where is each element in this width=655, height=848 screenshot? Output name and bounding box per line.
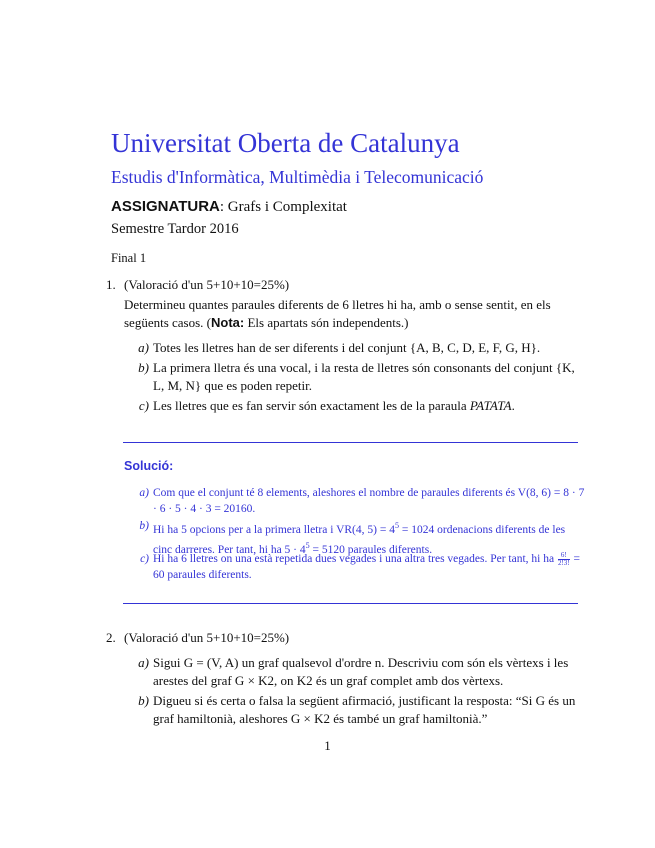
- item-text-part: Les lletres que es fan servir són exactament les de la paraula: [153, 398, 470, 413]
- exponent: 5: [305, 540, 310, 550]
- solution-text: [153, 551, 585, 583]
- solution-text: Com que el conjunt té 8 elements, aleshores el nombre de paraules diferents és V(8, 6) = 8 · 7 · 6 · 5 · 4 · 3 = 20160.: [153, 487, 585, 515]
- item-label: a): [139, 487, 149, 499]
- item-text: Totes les lletres han de ser diferents i del conjunt {A, B, C, D, E, F, G, H}.: [153, 340, 541, 355]
- question-1-intro: [124, 296, 579, 332]
- item-text-end: .: [511, 398, 515, 413]
- item-label: a): [138, 655, 149, 670]
- fraction: [558, 552, 570, 567]
- department-subtitle: Estudis d'Informàtica, Multimèdia i Telecomunicació: [111, 167, 484, 187]
- solution-text-part: Hi ha 5 opcions per a la primera lletra i VR(4, 5) = 4: [153, 523, 395, 536]
- solution-bottom-rule: [123, 603, 578, 604]
- question-1-item-b: [127, 359, 582, 395]
- question-2-item-b: [127, 692, 582, 728]
- item-label: c): [138, 398, 149, 413]
- item-label: c): [140, 553, 149, 565]
- word-patata: PATATA: [469, 398, 512, 413]
- intro-text-end: Els apartats són independents.): [244, 315, 409, 330]
- item-text: Digueu si és certa o falsa la següent afirmació, justificant la resposta: “Si G és un graf hamiltonià, aleshores G × K2 és també un graf hamiltonià.”: [153, 693, 576, 726]
- item-label: b): [138, 693, 149, 708]
- intro-text: Determineu quantes paraules diferents de 6 lletres hi ha, amb o sense sentit, en els següents casos. (: [124, 297, 551, 330]
- question-1-item-c: [127, 397, 582, 415]
- exam-label: Final 1: [111, 251, 147, 265]
- university-title: Universitat Oberta de Catalunya: [111, 128, 460, 158]
- exponent: 5: [394, 521, 399, 530]
- question-2-header: [106, 630, 289, 646]
- solution-item-c: [127, 551, 587, 583]
- item-text: La primera lletra és una vocal, i la resta de lletres són consonants del conjunt {K, L, M, N} que es poden repetir.: [153, 360, 575, 393]
- question-1-header: [106, 277, 289, 293]
- subject-label: ASSIGNATURA: [111, 198, 220, 215]
- subject-value: : Grafs i Complexitat: [219, 199, 347, 215]
- question-1-item-a: [127, 339, 582, 357]
- item-label: b): [138, 360, 149, 375]
- item-text: Sigui G = (V, A) un graf qualsevol d'ordre n. Descriviu com són els vèrtexs i les arestes del graf G × K2, on K2 és un graf complet amb dos vèrtexs.: [153, 655, 569, 688]
- solution-text-part: Hi ha 6 lletres on una està repetida dues vegades i una altra tres vegades. Per tant, hi ha: [153, 553, 557, 565]
- solution-item-a: [127, 485, 587, 517]
- question-weight: (Valoració d'un 5+10+10=25%): [124, 277, 290, 292]
- solution-text-part: = 1024 ordenacions diferents de les cinc darreres. Per tant, hi ha 5 · 4: [153, 523, 566, 556]
- question-number: 1.: [106, 277, 116, 292]
- solution-text-part: = 60 paraules diferents.: [153, 553, 581, 581]
- fraction-denominator: 2!3!: [557, 558, 570, 567]
- subject-line: [111, 198, 347, 216]
- item-text: [153, 397, 578, 415]
- question-2-item-a: [127, 654, 582, 690]
- question-weight: (Valoració d'un 5+10+10=25%): [124, 630, 290, 645]
- solution-title: Solució:: [124, 459, 174, 473]
- semester-line: Semestre Tardor 2016: [111, 221, 239, 237]
- solution-text-part: = 5120 paraules diferents.: [309, 543, 433, 556]
- page-number: 1: [324, 738, 331, 753]
- item-label: b): [139, 520, 149, 532]
- solution-top-rule: [123, 442, 578, 443]
- fraction-numerator: 6!: [558, 552, 570, 560]
- item-label: a): [138, 340, 149, 355]
- question-number: 2.: [106, 630, 116, 645]
- note-label: Nota:: [211, 315, 245, 330]
